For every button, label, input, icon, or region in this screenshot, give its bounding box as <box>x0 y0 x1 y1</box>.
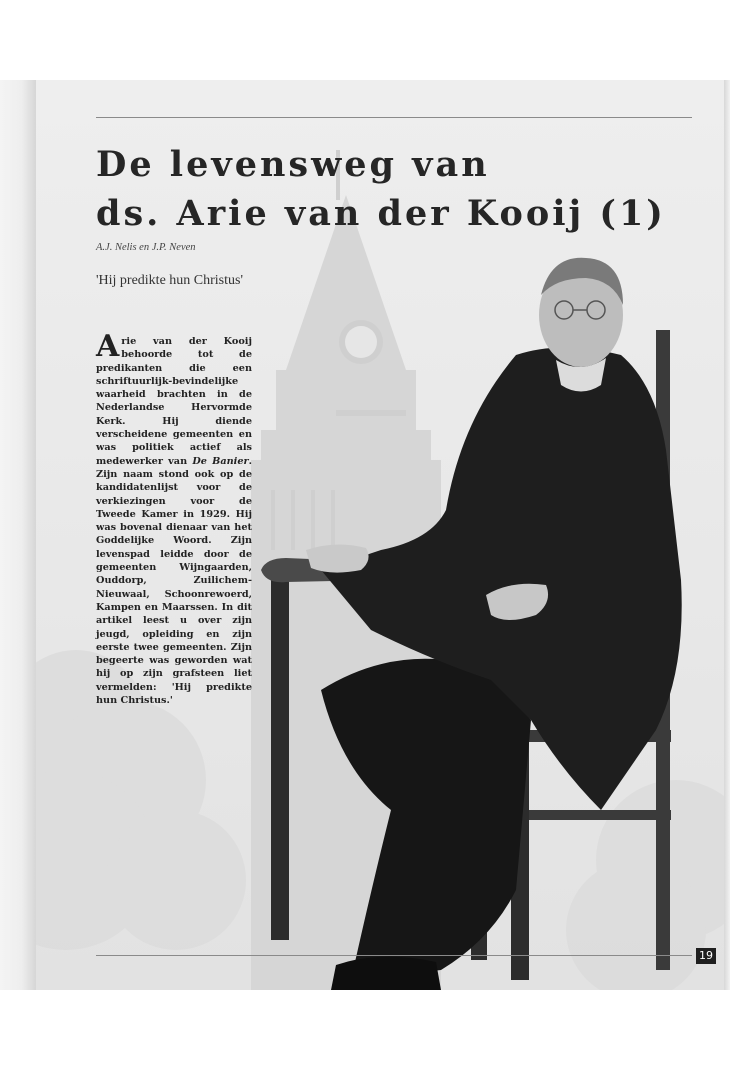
page-spine <box>0 80 36 990</box>
author-byline: A.J. Nelis en J.P. Neven <box>96 242 196 253</box>
portrait-photo <box>261 250 711 990</box>
drop-cap: A <box>96 329 120 364</box>
top-rule <box>96 117 692 118</box>
title-line-2: ds. Arie van der Kooij (1) <box>96 193 666 234</box>
article-title <box>96 140 696 238</box>
article-subtitle: 'Hij predikte hun Christus' <box>96 273 243 288</box>
lead-text-italic: De Banier <box>192 455 249 467</box>
lead-text-1: rie van der Kooij behoorde tot de predikanten die een schriftuurlijk-bevindelijke waarheid brachten in de Nederlandse Hervormde Kerk. Hij diende verscheidene gemeenten en was politiek actief als medewerker van <box>96 336 252 467</box>
bottom-rule <box>96 955 692 956</box>
title-line-1: De levensweg van <box>96 144 490 185</box>
lead-paragraph <box>96 329 252 707</box>
page-edge <box>724 80 730 990</box>
page-number: 19 <box>696 948 716 964</box>
magazine-page <box>36 80 730 990</box>
lead-text-2: . Zijn naam stond ook op de kandidatenlijst voor de verkiezingen voor de Tweede Kamer in 1929. Hij was bovenal dienaar van het Goddelijke Woord. Zijn levenspad leidde door de gemeenten Wijngaarden, Ouddorp, Zuilichem-Nieuwaal, Schoonrewoerd, Kampen en Maarssen. In dit artikel leest u over zijn jeugd, opleiding en zijn eerste twee gemeenten. Zijn begeerte was geworden wat hij op zijn grafsteen liet vermelden: 'Hij predikte hun Christus.' <box>96 455 252 707</box>
